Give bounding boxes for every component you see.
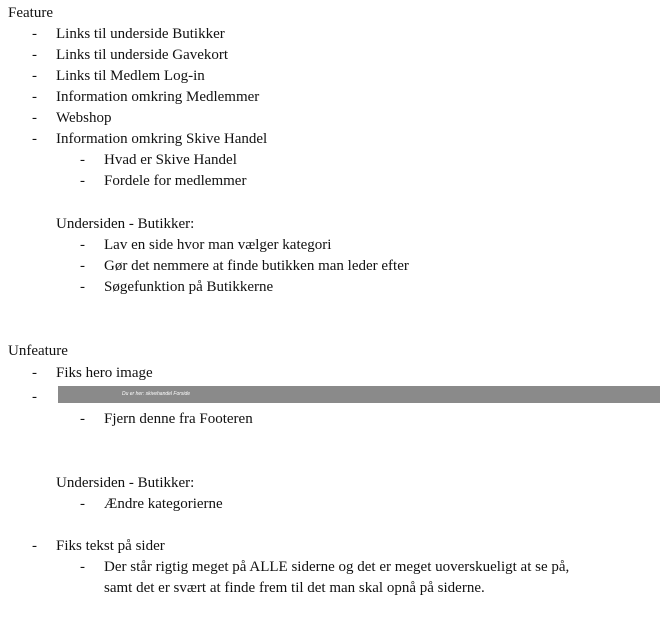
feature-item-medlemmer: Information omkring Medlemmer <box>56 89 260 105</box>
bullet-dash: - <box>80 152 85 168</box>
bullet-dash: - <box>32 47 37 63</box>
bullet-dash: - <box>80 411 85 427</box>
bullet-dash: - <box>32 110 37 126</box>
unfeature-tekst-sub-line1: Der står rigtig meget på ALLE siderne og det er meget uoverskueligt at se på, <box>104 559 570 575</box>
unfeature-banner-subitem: Fjern denne fra Footeren <box>104 411 253 427</box>
bullet-dash: - <box>80 496 85 512</box>
bullet-dash: - <box>80 173 85 189</box>
unfeature-butikker-label: Undersiden - Butikker: <box>56 475 195 491</box>
bullet-dash: - <box>32 89 37 105</box>
bullet-dash: - <box>80 237 85 253</box>
feature-subitem-hvad-er: Hvad er Skive Handel <box>104 152 237 168</box>
unfeature-heading: Unfeature <box>8 343 68 359</box>
unfeature-tekst-sub-line2: samt det er svært at finde frem til det man skal opnå på siderne. <box>104 580 485 596</box>
feature-item-webshop: Webshop <box>56 110 112 126</box>
feature-item-medlem-login: Links til Medlem Log-in <box>56 68 205 84</box>
bullet-dash: - <box>32 365 37 381</box>
unfeature-item-hero: Fiks hero image <box>56 365 153 381</box>
breadcrumb-banner-text: Du er her: skivehandel Forside <box>122 391 191 397</box>
feature-heading: Feature <box>8 5 53 21</box>
bullet-dash: - <box>32 68 37 84</box>
bullet-dash: - <box>80 559 85 575</box>
feature-item-gavekort: Links til underside Gavekort <box>56 47 229 63</box>
feature-butikker-item-soegefunktion: Søgefunktion på Butikkerne <box>104 279 274 295</box>
bullet-dash: - <box>80 258 85 274</box>
feature-item-skive-handel: Information omkring Skive Handel <box>56 131 268 147</box>
unfeature-butikker-item-kategorier: Ændre kategorierne <box>104 496 223 512</box>
feature-item-butikker: Links til underside Butikker <box>56 26 225 42</box>
feature-subitem-fordele: Fordele for medlemmer <box>104 173 247 189</box>
feature-butikker-item-nemmere: Gør det nemmere at finde butikken man leder efter <box>104 258 409 274</box>
feature-butikker-label: Undersiden - Butikker: <box>56 216 195 232</box>
bullet-dash: - <box>32 538 37 554</box>
feature-butikker-item-kategori: Lav en side hvor man vælger kategori <box>104 237 332 253</box>
unfeature-item-tekst: Fiks tekst på sider <box>56 538 165 554</box>
bullet-dash: - <box>32 389 37 405</box>
bullet-dash: - <box>32 26 37 42</box>
bullet-dash: - <box>32 131 37 147</box>
breadcrumb-banner-image <box>58 386 660 403</box>
bullet-dash: - <box>80 279 85 295</box>
